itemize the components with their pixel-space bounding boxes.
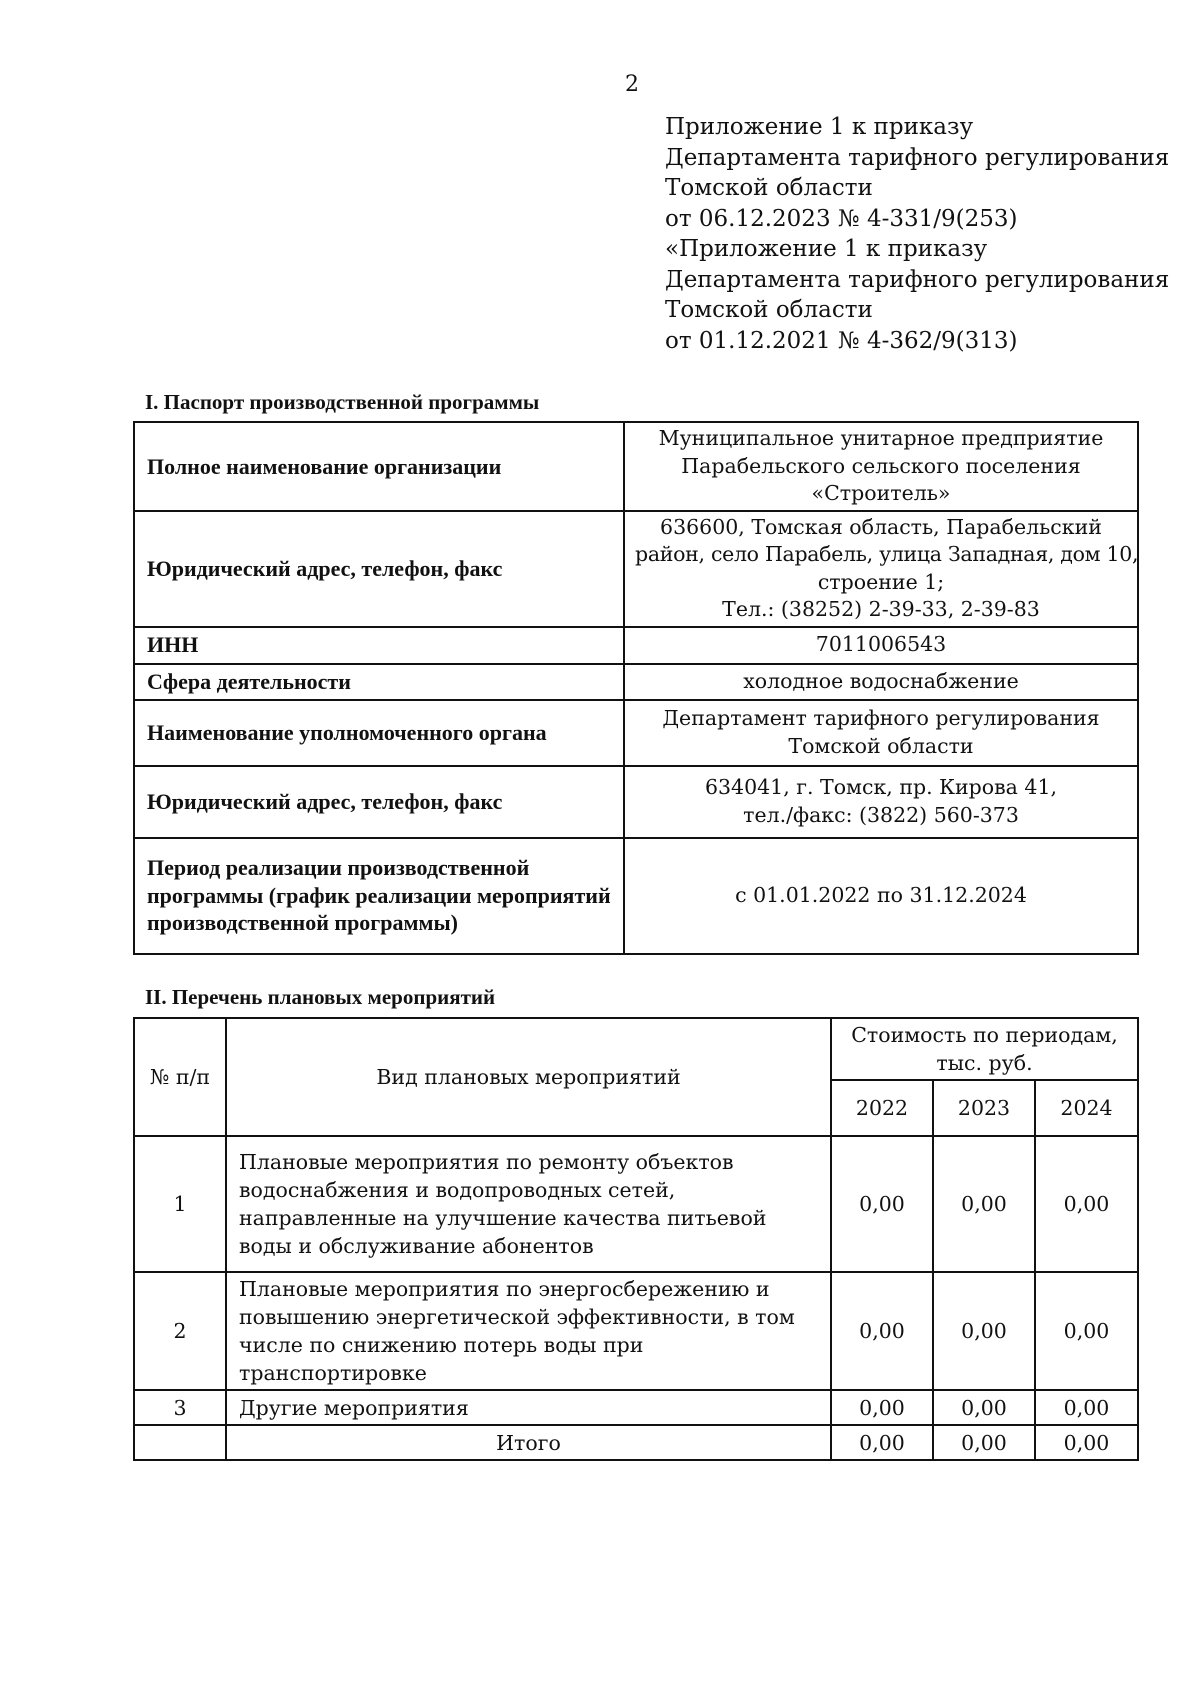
row-value: 0,00 (831, 1136, 933, 1272)
row-num: 1 (134, 1136, 226, 1272)
value-line: тел./факс: (3822) 560-373 (743, 802, 1019, 827)
passport-value (624, 766, 1138, 838)
total-value: 0,00 (1035, 1425, 1138, 1460)
total-value: 0,00 (831, 1425, 933, 1460)
passport-row (134, 766, 1138, 838)
passport-label: ИНН (134, 627, 624, 664)
value-line: Муниципальное унитарное предприятие (658, 426, 1104, 450)
plan-row (134, 1390, 1138, 1425)
row-value: 0,00 (1035, 1390, 1138, 1425)
appendix-line: Томской области (665, 297, 873, 323)
appendix-line: Департамента тарифного регулирования (665, 144, 1170, 171)
appendix-line: Томской области (665, 175, 873, 201)
passport-label: Сфера деятельности (134, 664, 624, 700)
passport-row (134, 422, 1138, 511)
header-type: Вид плановых мероприятий (226, 1018, 831, 1136)
passport-row (134, 627, 1138, 664)
row-value: 0,00 (1035, 1136, 1138, 1272)
passport-value (624, 838, 1138, 954)
row-num: 2 (134, 1272, 226, 1390)
passport-value (624, 664, 1138, 700)
row-value: 0,00 (933, 1136, 1035, 1272)
row-value: 0,00 (933, 1272, 1035, 1390)
value-line: 636600, Томская область, Парабельский (660, 514, 1102, 539)
plan-total-row (134, 1425, 1138, 1460)
value-line: район, село Парабель, улица Западная, дом 10, (635, 542, 1139, 566)
row-num: 3 (134, 1390, 226, 1425)
total-label: Итого (226, 1425, 831, 1460)
passport-row (134, 838, 1138, 954)
appendix-line: от 01.12.2021 № 4-362/9(313) (665, 327, 1018, 354)
header-year: 2023 (933, 1080, 1035, 1136)
header-year: 2022 (831, 1080, 933, 1136)
passport-value (624, 627, 1138, 664)
total-value: 0,00 (933, 1425, 1035, 1460)
header-cost: Стоимость по периодам, тыс. руб. (831, 1018, 1138, 1080)
appendix-block (665, 112, 1185, 356)
row-desc: Плановые мероприятия по энергосбережению и повышению энергетической эффективности, в том числе по снижению потерь воды при транспортировке (226, 1272, 831, 1390)
value-line: холодное водоснабжение (743, 668, 1019, 693)
appendix-line: Департамента тарифного регулирования (665, 266, 1170, 293)
appendix-line: Приложение 1 к приказу (665, 114, 974, 140)
value-line: Парабельского сельского поселения (681, 453, 1081, 478)
value-line: «Строитель» (811, 481, 951, 505)
plan-row (134, 1136, 1138, 1272)
plan-row (134, 1272, 1138, 1390)
header-year: 2024 (1035, 1080, 1138, 1136)
value-line: Тел.: (38252) 2-39-33, 2-39-83 (722, 597, 1040, 621)
plan-header-row (134, 1018, 1138, 1080)
page-number: 2 (625, 72, 639, 97)
appendix-line: от 06.12.2023 № 4-331/9(253) (665, 205, 1018, 232)
value-line: Департамент тарифного регулирования (662, 706, 1100, 730)
passport-label: Полное наименование организации (134, 422, 624, 511)
appendix-line: «Приложение 1 к приказу (665, 236, 988, 262)
passport-label: Период реализации производственной программы (график реализации мероприятий производственной программы) (134, 838, 624, 954)
passport-table (133, 421, 1139, 955)
value-line: 634041, г. Томск, пр. Кирова 41, (704, 775, 1058, 799)
row-value: 0,00 (933, 1390, 1035, 1425)
value-line: строение 1; (817, 569, 945, 594)
row-value: 0,00 (831, 1390, 933, 1425)
section2-title: II. Перечень плановых мероприятий (145, 985, 496, 1009)
passport-label: Юридический адрес, телефон, факс (134, 766, 624, 838)
passport-label: Юридический адрес, телефон, факс (134, 511, 624, 627)
value-line: 7011006543 (815, 632, 947, 657)
passport-value (624, 700, 1138, 766)
passport-row (134, 700, 1138, 766)
row-value: 0,00 (831, 1272, 933, 1390)
passport-row (134, 511, 1138, 627)
value-line: Томской области (788, 733, 974, 758)
header-num: № п/п (134, 1018, 226, 1136)
row-value: 0,00 (1035, 1272, 1138, 1390)
passport-row (134, 664, 1138, 700)
row-desc: Другие мероприятия (226, 1390, 831, 1425)
passport-value (624, 511, 1138, 627)
total-num-empty (134, 1425, 226, 1460)
section1-title: I. Паспорт производственной программы (145, 390, 540, 414)
passport-label: Наименование уполномоченного органа (134, 700, 624, 766)
value-line: с 01.01.2022 по 31.12.2024 (735, 882, 1027, 907)
plan-table (133, 1017, 1139, 1461)
row-desc: Плановые мероприятия по ремонту объектов водоснабжения и водопроводных сетей, направленные на улучшение качества питьевой воды и обслуживание абонентов (226, 1136, 831, 1272)
passport-value (624, 422, 1138, 511)
